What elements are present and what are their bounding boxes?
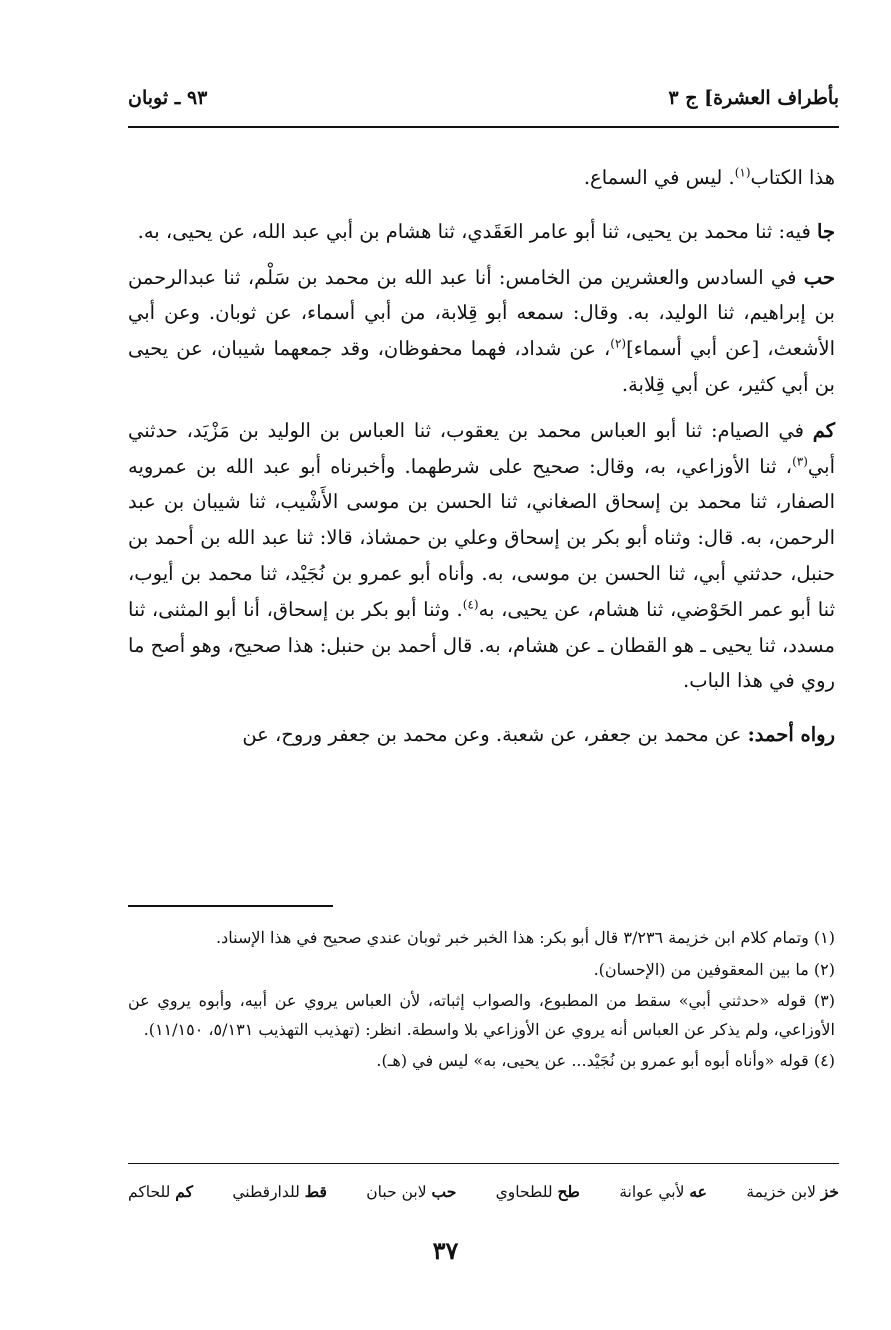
paragraph-4-text-b: ، ثنا الأوزاعي، به، وقال: صحيح على شرطهما. وأخبرناه أبو عبد الله بن عمرويه الصفار، ثنا محمد بن إسحاق الصغاني، ثنا الحسن بن موسى الأَشْيب، ثنا شيبان بن عبد الرحمن، به. قال: وثناه أبو بكر بن إسحاق وعلي بن حمشاذ، قالا: ثنا عبد الله بن أحمد بن حنبل، حدثني أبي، ثنا الحسن بن موسى، به. وأناه أبو عمرو بن نُجَيْد، ثنا محمد بن أيوب، ثنا أبو عمر الحَوْضي، ثنا هشام، عن يحيى، به (128, 454, 835, 621)
abbr-code: قط (304, 1182, 327, 1201)
footnotes (128, 924, 835, 1079)
footnote-separator (128, 905, 333, 907)
source-symbol-ja: جا (817, 219, 835, 243)
paragraph-4 (128, 413, 835, 699)
abbr-item (496, 1182, 580, 1201)
paragraph-4-text-a: في الصيام: ثنا أبو العباس محمد بن يعقوب، ثنا العباس بن الوليد بن مَزْيَد، حدثني أبي (128, 418, 835, 478)
source-symbol-ahmad: رواه أحمد: (747, 723, 835, 747)
source-symbol-hb: حب (803, 265, 835, 289)
abbr-code: خز (820, 1182, 839, 1201)
header-section-title: ٩٣ ـ ثوبان (128, 87, 208, 109)
footnote-2: (٢) ما بين المعقوفين من (الإحسان). (593, 959, 835, 979)
footnote-ref-2: (٢) (610, 336, 627, 351)
abbr-label: للدارقطني (232, 1183, 300, 1201)
footnote-4: (٤) قوله «وأناه أبوه أبو عمرو بن نُجَيْد... عن يحيى، به» ليس في (هـ). (376, 1051, 835, 1070)
abbr-label: لأبي عوانة (619, 1183, 685, 1201)
abbr-label: لابن حبان (366, 1183, 427, 1201)
abbr-item (746, 1182, 839, 1201)
page-number: ٣٧ (432, 1236, 459, 1265)
abbr-item (619, 1182, 707, 1201)
abbr-label: لابن خزيمة (746, 1183, 816, 1201)
main-text (128, 160, 835, 763)
footnote-3: (٣) قوله «حدثني أبي» سقط من المطبوع، والصواب إثباته، لأن العباس يروي عن أبيه، وأبوه يروي عن الأوزاعي، ولم يذكر عن العباس أنه يروي عن الأوزاعي بلا واسطة. انظر: (تهذيب التهذيب ٥/١٣١، ١١/١٥٠). (128, 991, 835, 1039)
paragraph-4-text-c: . وثنا أبو بكر بن إسحاق، أنا أبو المثنى، ثنا مسدد، ثنا يحيى ـ هو القطان ـ عن هشام، به. قال أحمد بن حنبل: هذا صحيح، وهو أصح ما روي في هذا الباب. (128, 597, 835, 693)
paragraph-1-text-a: هذا الكتاب (750, 166, 835, 189)
footnote-ref-1: (١) (734, 165, 751, 180)
header-book-title: بأطراف العشرة] ج ٣ (668, 87, 839, 109)
header-rule (128, 126, 839, 128)
abbr-item (232, 1182, 327, 1201)
footnote-ref-4: (٤) (462, 597, 479, 612)
abbr-label: للحاكم (128, 1183, 171, 1201)
abbreviations-rule (128, 1163, 839, 1164)
abbr-label: للطحاوي (495, 1183, 553, 1201)
paragraph-3 (128, 260, 835, 403)
paragraph-3-text-b: ، عن شداد، فهما محفوظان، وقد جمعهما شيبان، عن يحيى بن أبي كثير، عن أبي قِلابة. (128, 337, 835, 396)
abbr-item (128, 1182, 193, 1201)
paragraph-1 (128, 160, 835, 196)
paragraph-1-text-b: . ليس في السماع. (583, 166, 735, 189)
paragraph-2-text: فيه: ثنا محمد بن يحيى، ثنا أبو عامر العَقَدي، ثنا هشام بن أبي عبد الله، عن يحيى، به. (137, 219, 817, 243)
source-symbol-km: كم (812, 418, 835, 442)
paragraph-5 (128, 717, 835, 753)
paragraph-3-text-a: في السادس والعشرين من الخامس: أنا عبد الله بن محمد بن سَلْم، ثنا عبدالرحمن بن إبراهيم، ثنا الوليد، به. وقال: سمعه أبو قِلابة، من أبي أسماء، عن ثوبان. وعن أبي الأشعث، [عن أبي أسماء] (128, 265, 835, 361)
abbr-item (366, 1182, 456, 1201)
abbr-code: حب (431, 1182, 457, 1201)
paragraph-2 (128, 214, 835, 250)
paragraph-5-text: عن محمد بن جعفر، عن شعبة. وعن محمد بن جعفر وروح، عن (242, 723, 748, 747)
abbr-code: عه (689, 1182, 707, 1201)
abbr-code: كم (175, 1182, 193, 1201)
footnote-1: (١) وتمام كلام ابن خزيمة ٣/٢٣٦ قال أبو بكر: هذا الخبر خبر ثوبان عندي صحيح في هذا الإسناد. (216, 928, 835, 947)
abbreviations-legend (128, 1182, 839, 1201)
abbr-code: طح (557, 1182, 580, 1201)
footnote-ref-3: (٣) (792, 454, 808, 469)
running-header (128, 80, 839, 116)
